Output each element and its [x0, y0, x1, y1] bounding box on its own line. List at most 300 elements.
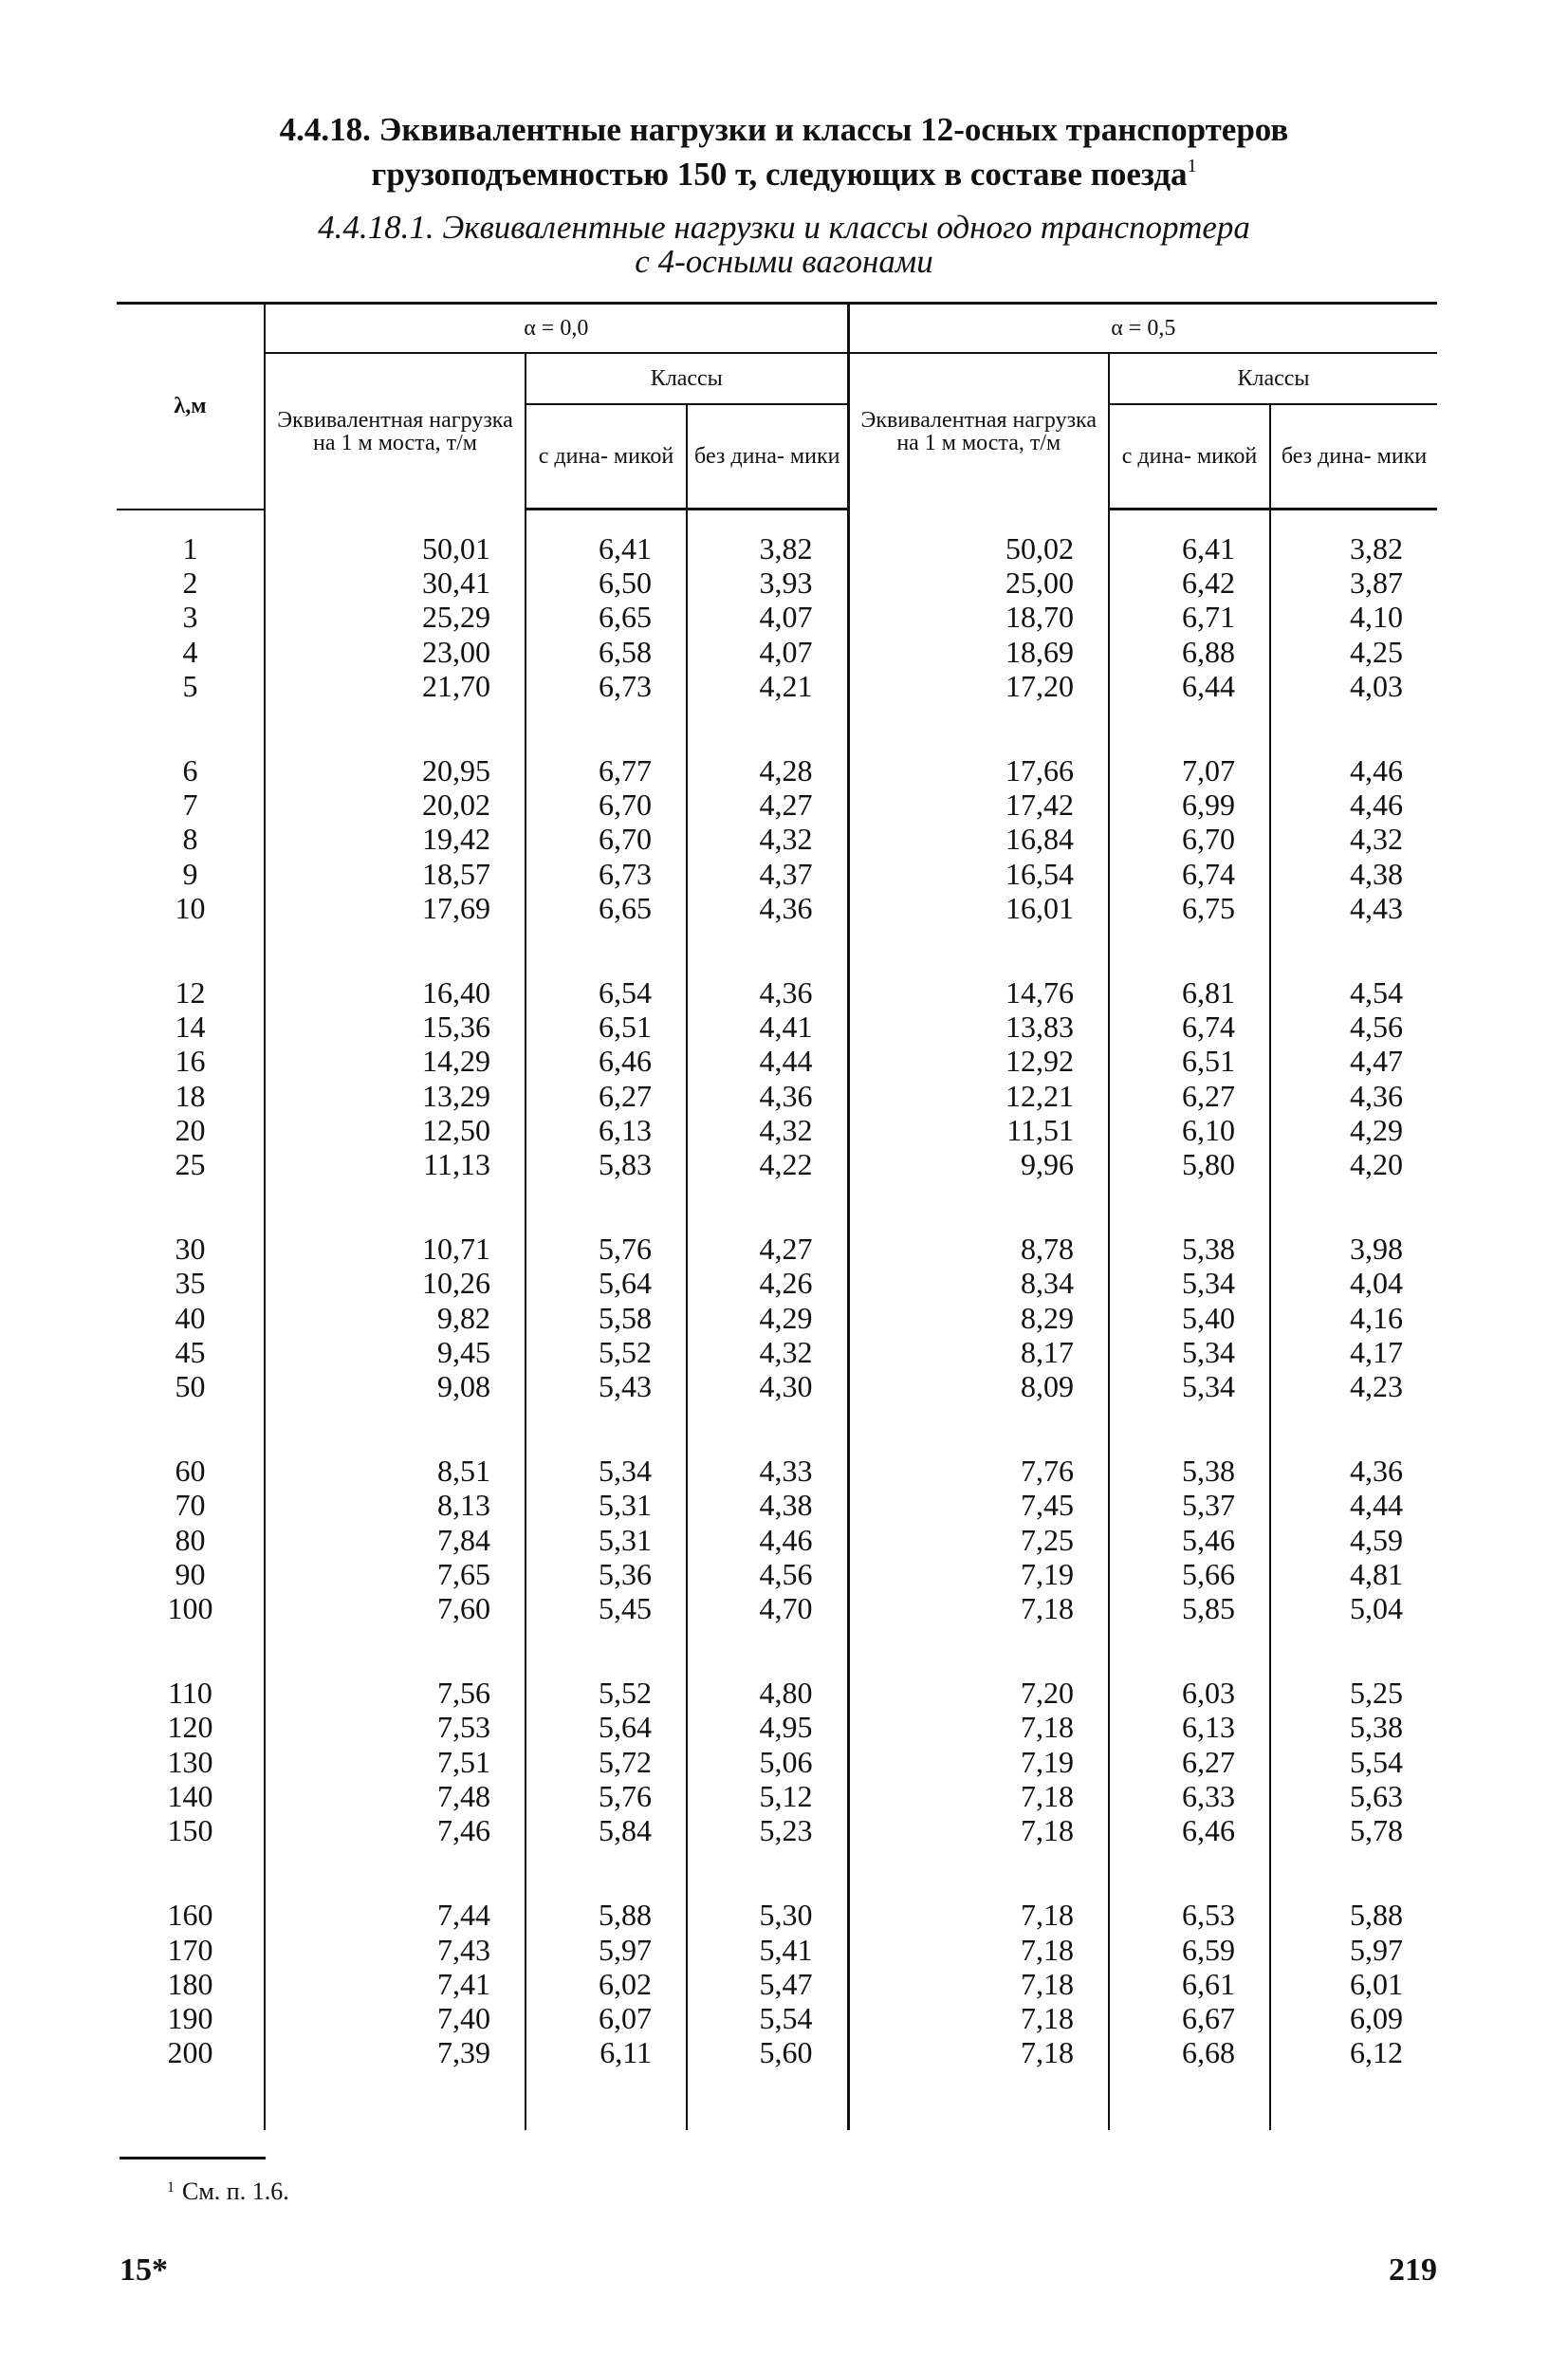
table-cell: 6,70 — [526, 788, 687, 822]
table-cell: 6,73 — [526, 857, 687, 891]
table-cell: 6,13 — [1109, 1710, 1270, 1744]
table-cell: 70 — [175, 1488, 206, 1523]
table-cell: 5,36 — [526, 1557, 687, 1591]
table-cell: 16,40 — [265, 975, 526, 1010]
table-row — [117, 1591, 1437, 1625]
table-cell: 3,82 — [1270, 531, 1437, 565]
table-cell: 60 — [175, 1454, 206, 1489]
table-cell: 10 — [175, 890, 206, 925]
table-cell: 5,97 — [1270, 1933, 1437, 1967]
table-cell: 160 — [167, 1898, 213, 1933]
table-cell: 20,02 — [265, 788, 526, 822]
table-cell: 5,23 — [687, 1813, 848, 1847]
table-row — [117, 669, 1437, 703]
table-cell: 7,53 — [265, 1710, 526, 1744]
table-cell: 4,36 — [1270, 1079, 1437, 1113]
table-cell: 6,50 — [526, 565, 687, 600]
table-cell: 4,70 — [687, 1591, 848, 1625]
table-cell: 180 — [167, 1966, 213, 2001]
table-cell: 5,34 — [1109, 1335, 1270, 1369]
table-cell: 6,99 — [1109, 788, 1270, 822]
table-cell: 4,44 — [1270, 1488, 1437, 1522]
table-cell: 50 — [175, 1369, 206, 1404]
table-cell: 5,54 — [1270, 1745, 1437, 1779]
table-cell: 4,37 — [687, 857, 848, 891]
table-row — [117, 1557, 1437, 1591]
table-cell: 110 — [168, 1676, 212, 1711]
table-cell: 4,32 — [687, 822, 848, 856]
table-row — [117, 2035, 1437, 2069]
table-cell: 6,13 — [526, 1113, 687, 1147]
table-cell: 30,41 — [265, 565, 526, 600]
table-cell: 5,76 — [526, 1779, 687, 1813]
table-cell: 7,19 — [848, 1745, 1109, 1779]
table-caption-line-2: с 4-осными вагонами — [635, 243, 933, 280]
header-dyn-a0: с дина- микой — [526, 404, 687, 510]
table-cell: 12,50 — [265, 1113, 526, 1147]
table-cell: 16 — [175, 1044, 206, 1079]
group-gap — [117, 925, 1437, 975]
table-cell: 6,61 — [1109, 1967, 1270, 2001]
table-cell: 7,46 — [265, 1813, 526, 1847]
table-caption — [0, 211, 1568, 279]
table-cell: 7,60 — [265, 1591, 526, 1625]
table-cell: 4,46 — [1270, 788, 1437, 822]
table-cell: 6,70 — [1109, 822, 1270, 856]
table-cell: 6,65 — [526, 600, 687, 634]
table-cell: 7,44 — [265, 1898, 526, 1932]
table-cell: 6,27 — [1109, 1745, 1270, 1779]
table-cell: 90 — [175, 1556, 206, 1591]
table-cell: 14,29 — [265, 1044, 526, 1078]
table-row — [117, 753, 1437, 788]
table-cell: 6,53 — [1109, 1898, 1270, 1932]
table-cell: 6,88 — [1109, 635, 1270, 669]
table-cell: 7,43 — [265, 1933, 526, 1967]
section-title-line-2 — [0, 148, 1568, 193]
table-cell: 6,51 — [1109, 1044, 1270, 1078]
table-cell: 30 — [175, 1232, 206, 1267]
table-cell: 7,18 — [848, 2001, 1109, 2035]
table-cell: 4,17 — [1270, 1335, 1437, 1369]
table-cell: 7,65 — [265, 1557, 526, 1591]
table-cell: 9,82 — [265, 1301, 526, 1335]
table-cell: 7,56 — [265, 1676, 526, 1710]
table-row — [117, 1113, 1437, 1147]
table-cell: 8,78 — [848, 1232, 1109, 1266]
table-cell: 21,70 — [265, 669, 526, 703]
group-gap — [117, 1847, 1437, 1898]
table-cell: 5,88 — [526, 1898, 687, 1932]
table-row — [117, 1813, 1437, 1847]
table-cell: 7,18 — [848, 1710, 1109, 1744]
table-cell: 5,84 — [526, 1813, 687, 1847]
footnote — [167, 2174, 289, 2206]
table-cell: 5,66 — [1109, 1557, 1270, 1591]
header-alpha-05: α = 0,5 — [848, 304, 1437, 354]
table-row — [117, 1454, 1437, 1488]
table-cell: 5,78 — [1270, 1813, 1437, 1847]
table-cell: 8,13 — [265, 1488, 526, 1522]
table-cell: 25 — [175, 1147, 206, 1182]
table-cell: 12,21 — [848, 1079, 1109, 1113]
table-cell: 4,28 — [687, 753, 848, 788]
table-cell: 4,20 — [1270, 1147, 1437, 1181]
table-cell: 8 — [182, 822, 198, 857]
table-cell: 4,26 — [687, 1266, 848, 1300]
table-cell: 6,67 — [1109, 2001, 1270, 2035]
table-cell: 9,96 — [848, 1147, 1109, 1181]
table-cell: 6,10 — [1109, 1113, 1270, 1147]
table-cell: 5,34 — [526, 1454, 687, 1488]
table-cell: 4,44 — [687, 1044, 848, 1078]
table-cell: 6,09 — [1270, 2001, 1437, 2035]
table-cell: 17,42 — [848, 788, 1109, 822]
table-cell: 8,29 — [848, 1301, 1109, 1335]
table-row — [117, 1676, 1437, 1710]
table-cell: 7,48 — [265, 1779, 526, 1813]
table-cell: 4,32 — [687, 1113, 848, 1147]
table-cell: 6,41 — [1109, 531, 1270, 565]
table-cell: 4,03 — [1270, 669, 1437, 703]
table-cell: 35 — [175, 1266, 206, 1301]
table-cell: 7,18 — [848, 1933, 1109, 1967]
table-cell: 5,31 — [526, 1488, 687, 1522]
table-cell: 130 — [167, 1744, 213, 1779]
footnote-mark: 1 — [167, 2179, 175, 2196]
table-cell: 7,84 — [265, 1523, 526, 1557]
table-cell: 5 — [182, 668, 198, 703]
group-gap — [117, 1403, 1437, 1454]
table-cell: 10,26 — [265, 1266, 526, 1300]
header-classes-a5: Классы — [1109, 353, 1437, 404]
table-row — [117, 1898, 1437, 1932]
table-row — [117, 1232, 1437, 1266]
table-cell: 17,69 — [265, 891, 526, 925]
table-cell: 13,29 — [265, 1079, 526, 1113]
header-dyn-a5: с дина- микой — [1109, 404, 1270, 510]
table-cell: 7,76 — [848, 1454, 1109, 1488]
table-cell: 17,66 — [848, 753, 1109, 788]
table-row — [117, 635, 1437, 669]
table-cell: 1 — [182, 531, 198, 565]
table-cell: 170 — [167, 1932, 213, 1967]
table-cell: 6,01 — [1270, 1967, 1437, 2001]
table-cell: 6,68 — [1109, 2035, 1270, 2069]
section-title — [0, 112, 1568, 193]
table-cell: 4,81 — [1270, 1557, 1437, 1591]
table-cell: 5,80 — [1109, 1147, 1270, 1181]
table-cell: 14,76 — [848, 975, 1109, 1010]
table-cell: 6,07 — [526, 2001, 687, 2035]
table-cell: 4,36 — [687, 891, 848, 925]
table-row — [117, 1010, 1437, 1044]
table-cell: 5,60 — [687, 2035, 848, 2069]
section-title-line-2-text: грузоподъемностью 150 т, следующих в составе поезда — [371, 156, 1188, 193]
table-cell: 100 — [167, 1591, 213, 1626]
table-row — [117, 565, 1437, 600]
table-cell: 8,09 — [848, 1369, 1109, 1403]
table-row — [117, 788, 1437, 822]
table-cell: 5,34 — [1109, 1369, 1270, 1403]
table-cell: 6,41 — [526, 531, 687, 565]
table-cell: 4,32 — [687, 1335, 848, 1369]
table-cell: 4,29 — [687, 1301, 848, 1335]
table-cell: 6,54 — [526, 975, 687, 1010]
table-cell: 4,21 — [687, 669, 848, 703]
table-cell: 5,88 — [1270, 1898, 1437, 1932]
table-cell: 6,70 — [526, 822, 687, 856]
table-row — [117, 1044, 1437, 1078]
table-cell: 15,36 — [265, 1010, 526, 1044]
table-cell: 7,18 — [848, 1967, 1109, 2001]
table-cell: 4 — [182, 634, 198, 669]
header-nodyn-a0: без дина- мики — [687, 404, 848, 510]
equivalent-load-table — [117, 302, 1437, 2130]
table-cell: 140 — [167, 1778, 213, 1813]
table-cell: 5,47 — [687, 1967, 848, 2001]
table-cell: 11,51 — [848, 1113, 1109, 1147]
table-cell: 5,64 — [526, 1710, 687, 1744]
table-cell: 5,40 — [1109, 1301, 1270, 1335]
header-load-a0: Эквивалентная нагрузка на 1 м моста, т/м — [265, 353, 526, 510]
table-cell: 4,41 — [687, 1010, 848, 1044]
signature-mark: 15* — [120, 2252, 168, 2288]
table-cell: 5,30 — [687, 1898, 848, 1932]
table-cell: 4,33 — [687, 1454, 848, 1488]
table-cell: 7,07 — [1109, 753, 1270, 788]
table-top-spacer — [117, 510, 1437, 532]
table-cell: 6,42 — [1109, 565, 1270, 600]
table-cell: 11,13 — [265, 1147, 526, 1181]
table-cell: 4,56 — [1270, 1010, 1437, 1044]
table-cell: 4,10 — [1270, 600, 1437, 634]
table-row — [117, 1301, 1437, 1335]
header-load-a5: Эквивалентная нагрузка на 1 м моста, т/м — [848, 353, 1109, 510]
table-cell: 4,43 — [1270, 891, 1437, 925]
table-cell: 4,07 — [687, 635, 848, 669]
table-cell: 18,70 — [848, 600, 1109, 634]
table-cell: 8,17 — [848, 1335, 1109, 1369]
table-row — [117, 891, 1437, 925]
table-row — [117, 1933, 1437, 1967]
footnote-ref: 1 — [1187, 156, 1197, 176]
table-cell: 4,36 — [1270, 1454, 1437, 1488]
footnote-text: См. п. 1.6. — [182, 2178, 289, 2205]
table-cell: 7,45 — [848, 1488, 1109, 1522]
table-row — [117, 1369, 1437, 1403]
table-cell: 190 — [167, 2000, 213, 2035]
table-cell: 6,27 — [526, 1079, 687, 1113]
table-cell: 5,58 — [526, 1301, 687, 1335]
table-row — [117, 1147, 1437, 1181]
section-title-line-1: 4.4.18. Эквивалентные нагрузки и классы 12-осных транспортеров — [279, 111, 1289, 148]
table-cell: 5,31 — [526, 1523, 687, 1557]
table-cell: 4,16 — [1270, 1301, 1437, 1335]
table-cell: 7,18 — [848, 1591, 1109, 1625]
table-cell: 17,20 — [848, 669, 1109, 703]
header-alpha-0: α = 0,0 — [265, 304, 848, 354]
table-cell: 5,38 — [1109, 1232, 1270, 1266]
table-cell: 3,82 — [687, 531, 848, 565]
table-cell: 5,46 — [1109, 1523, 1270, 1557]
table-cell: 6,27 — [1109, 1079, 1270, 1113]
table-cell: 3,87 — [1270, 565, 1437, 600]
table-cell: 6,33 — [1109, 1779, 1270, 1813]
table-cell: 10,71 — [265, 1232, 526, 1266]
table-row — [117, 1745, 1437, 1779]
table-cell: 6,81 — [1109, 975, 1270, 1010]
table-row — [117, 857, 1437, 891]
table-row — [117, 1967, 1437, 2001]
table-cell: 7 — [182, 788, 198, 823]
table-cell: 5,06 — [687, 1745, 848, 1779]
table-cell: 50,01 — [265, 531, 526, 565]
table-cell: 7,18 — [848, 2035, 1109, 2069]
table-cell: 7,18 — [848, 1779, 1109, 1813]
table-cell: 16,84 — [848, 822, 1109, 856]
table-cell: 5,52 — [526, 1676, 687, 1710]
table-cell: 6,02 — [526, 1967, 687, 2001]
table-row — [117, 1266, 1437, 1300]
table-row — [117, 2001, 1437, 2035]
table-cell: 4,38 — [1270, 857, 1437, 891]
table-cell: 23,00 — [265, 635, 526, 669]
table-cell: 18 — [175, 1078, 206, 1113]
table-cell: 80 — [175, 1522, 206, 1557]
table-cell: 7,51 — [265, 1745, 526, 1779]
group-gap — [117, 1181, 1437, 1232]
table-cell: 4,36 — [687, 975, 848, 1010]
table-cell: 4,27 — [687, 1232, 848, 1266]
table-row — [117, 1710, 1437, 1744]
table-cell: 7,19 — [848, 1557, 1109, 1591]
table-cell: 6,65 — [526, 891, 687, 925]
header-classes-a0: Классы — [526, 353, 848, 404]
table-cell: 5,52 — [526, 1335, 687, 1369]
table-cell: 12,92 — [848, 1044, 1109, 1078]
table-cell: 4,04 — [1270, 1266, 1437, 1300]
table-cell: 5,85 — [1109, 1591, 1270, 1625]
table-cell: 3 — [182, 600, 198, 635]
table-cell: 7,41 — [265, 1967, 526, 2001]
table-cell: 6,58 — [526, 635, 687, 669]
table-cell: 3,98 — [1270, 1232, 1437, 1266]
table-cell: 5,38 — [1109, 1454, 1270, 1488]
table-cell: 4,46 — [1270, 753, 1437, 788]
table-cell: 50,02 — [848, 531, 1109, 565]
table-row — [117, 1523, 1437, 1557]
table-cell: 4,36 — [687, 1079, 848, 1113]
table-cell: 9,45 — [265, 1335, 526, 1369]
table-row — [117, 1779, 1437, 1813]
table-cell: 4,95 — [687, 1710, 848, 1744]
table-cell: 6,44 — [1109, 669, 1270, 703]
table-cell: 8,34 — [848, 1266, 1109, 1300]
table-header — [117, 304, 1437, 510]
table-row — [117, 1488, 1437, 1522]
table-cell: 4,46 — [687, 1523, 848, 1557]
table-cell: 4,32 — [1270, 822, 1437, 856]
table-cell: 6,71 — [1109, 600, 1270, 634]
table-cell: 20,95 — [265, 753, 526, 788]
header-span-length: λ,м — [117, 304, 265, 510]
table-bottom-spacer — [117, 2069, 1437, 2130]
table-cell: 4,54 — [1270, 975, 1437, 1010]
table-cell: 6,73 — [526, 669, 687, 703]
table-cell: 6,46 — [1109, 1813, 1270, 1847]
table-cell: 5,97 — [526, 1933, 687, 1967]
table-cell: 6,59 — [1109, 1933, 1270, 1967]
group-gap — [117, 1625, 1437, 1676]
table-row — [117, 1079, 1437, 1113]
table-cell: 4,29 — [1270, 1113, 1437, 1147]
table-cell: 4,23 — [1270, 1369, 1437, 1403]
table-cell: 16,54 — [848, 857, 1109, 891]
table-cell: 4,30 — [687, 1369, 848, 1403]
table-cell: 40 — [175, 1300, 206, 1335]
table-cell: 5,83 — [526, 1147, 687, 1181]
page-number: 219 — [1389, 2252, 1437, 2288]
table-cell: 200 — [167, 2035, 213, 2070]
table-cell: 5,43 — [526, 1369, 687, 1403]
table-cell: 4,25 — [1270, 635, 1437, 669]
table-cell: 6 — [182, 753, 198, 788]
table-cell: 13,83 — [848, 1010, 1109, 1044]
table-cell: 45 — [175, 1334, 206, 1369]
footnote-rule — [120, 2157, 266, 2159]
table-cell: 5,37 — [1109, 1488, 1270, 1522]
table-cell: 16,01 — [848, 891, 1109, 925]
table-cell: 4,22 — [687, 1147, 848, 1181]
table-cell: 9,08 — [265, 1369, 526, 1403]
table-cell: 6,51 — [526, 1010, 687, 1044]
table-cell: 6,74 — [1109, 857, 1270, 891]
table-cell: 7,18 — [848, 1898, 1109, 1932]
table-cell: 3,93 — [687, 565, 848, 600]
table-cell: 4,07 — [687, 600, 848, 634]
table-cell: 5,12 — [687, 1779, 848, 1813]
table-cell: 5,63 — [1270, 1779, 1437, 1813]
table-cell: 5,25 — [1270, 1676, 1437, 1710]
table-cell: 6,12 — [1270, 2035, 1437, 2069]
table-cell: 5,38 — [1270, 1710, 1437, 1744]
table-row — [117, 975, 1437, 1010]
table-body — [117, 510, 1437, 2131]
table-cell: 4,27 — [687, 788, 848, 822]
table-row — [117, 531, 1437, 565]
table-cell: 4,47 — [1270, 1044, 1437, 1078]
table-cell: 6,77 — [526, 753, 687, 788]
table-cell: 5,34 — [1109, 1266, 1270, 1300]
table-cell: 6,74 — [1109, 1010, 1270, 1044]
table-cell: 25,00 — [848, 565, 1109, 600]
table-cell: 5,72 — [526, 1745, 687, 1779]
table-cell: 5,54 — [687, 2001, 848, 2035]
table-cell: 5,76 — [526, 1232, 687, 1266]
table-cell: 14 — [175, 1010, 206, 1045]
table-cell: 6,03 — [1109, 1676, 1270, 1710]
table-cell: 8,51 — [265, 1454, 526, 1488]
table-cell: 5,45 — [526, 1591, 687, 1625]
table-cell: 5,64 — [526, 1266, 687, 1300]
table-row — [117, 822, 1437, 856]
table-cell: 4,80 — [687, 1676, 848, 1710]
table-cell: 18,69 — [848, 635, 1109, 669]
table-cell: 7,25 — [848, 1523, 1109, 1557]
table-cell: 120 — [167, 1710, 213, 1745]
table-cell: 19,42 — [265, 822, 526, 856]
